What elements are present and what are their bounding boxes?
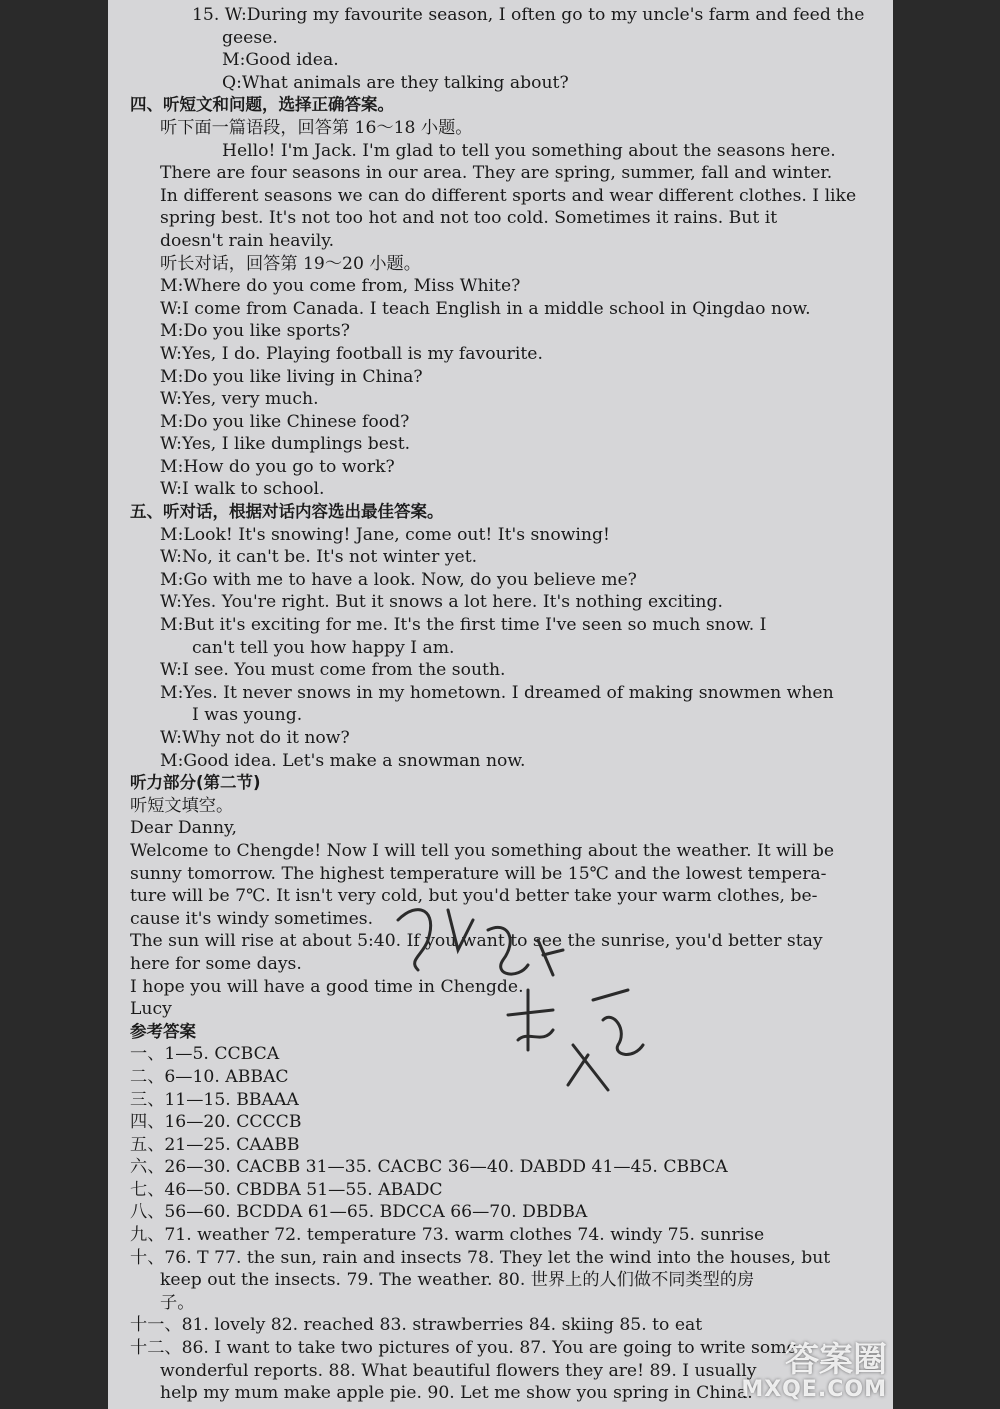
text-line: 五、21—25. CAABB	[130, 1134, 300, 1155]
text-line: M:Do you like living in China?	[160, 366, 423, 387]
watermark-logo	[741, 1340, 887, 1405]
text-line: ture will be 7℃. It isn't very cold, but you'd better take your warm clothes, be-	[130, 886, 818, 907]
text-line: I was young.	[192, 705, 303, 726]
text-line: In different seasons we can do different sports and wear different clothes. I like	[160, 185, 857, 206]
page-text	[130, 4, 873, 1405]
text-line: W:Yes. You're right. But it snows a lot here. It's nothing exciting.	[160, 592, 723, 613]
text-line: 十二、86. I want to take two pictures of you. 87. You are going to write some	[130, 1338, 797, 1359]
text-line: W:Why not do it now?	[160, 728, 350, 748]
text-line: 六、26—30. CACBB 31—35. CACBC 36—40. DABDD 41—45. CBBCA	[130, 1157, 728, 1178]
text-line: doesn't rain heavily.	[160, 230, 335, 251]
section-heading: 四、听短文和问题，选择正确答案。	[130, 95, 394, 115]
text-line: M:Look! It's snowing! Jane, come out! It's snowing!	[160, 524, 610, 545]
watermark-main: 答案圈	[785, 1340, 887, 1380]
text-line: W:I see. You must come from the south.	[160, 660, 506, 681]
text-line: sunny tomorrow. The highest temperature will be 15℃ and the lowest tempera-	[130, 863, 827, 884]
text-line: spring best. It's not too hot and not too cold. Sometimes it rains. But it	[160, 208, 778, 229]
text-line: 七、46—50. CBDBA 51—55. ABADC	[130, 1179, 443, 1200]
text-line: wonderful reports. 88. What beautiful flowers they are! 89. I usually	[160, 1360, 757, 1381]
text-line: There are four seasons in our area. They are spring, summer, fall and winter.	[160, 163, 833, 184]
text-line: 听短文填空。	[130, 795, 234, 816]
text-line: 一、1—5. CCBCA	[130, 1044, 280, 1065]
text-line: M:Do you like Chinese food?	[160, 411, 410, 432]
text-line: 九、71. weather 72. temperature 73. warm clothes 74. windy 75. sunrise	[130, 1225, 765, 1246]
text-line: W:Yes, I like dumplings best.	[160, 434, 411, 455]
text-line: Dear Danny,	[130, 818, 237, 839]
text-line: 15. W:During my favourite season, I often go to my uncle's farm and feed the	[192, 5, 865, 25]
text-line: M:Good idea. Let's make a snowman now.	[160, 750, 526, 771]
text-line: help my mum make apple pie. 90. Let me show you spring in China.	[160, 1383, 753, 1404]
scanned-page	[108, 0, 893, 1409]
text-line: 十、76. T 77. the sun, rain and insects 78. They let the wind into the houses, but	[130, 1247, 831, 1268]
text-line: 听长对话，回答第 19～20 小题。	[160, 253, 421, 274]
text-line: M:How do you go to work?	[160, 456, 395, 477]
text-line: cause it's windy sometimes.	[130, 908, 374, 929]
text-line: Hello! I'm Jack. I'm glad to tell you something about the seasons here.	[222, 140, 836, 161]
text-line: M:But it's exciting for me. It's the first time I've seen so much snow. I	[160, 615, 767, 636]
text-line: W:I walk to school.	[160, 479, 325, 500]
text-line: W:No, it can't be. It's not winter yet.	[160, 547, 478, 568]
section-heading: 参考答案	[130, 1021, 196, 1041]
section-heading: 听力部分(第二节)	[130, 773, 261, 793]
text-line: 三、11—15. BBAAA	[130, 1089, 299, 1110]
text-line: 子。	[160, 1292, 195, 1313]
text-line: 听下面一篇语段，回答第 16～18 小题。	[160, 117, 473, 138]
text-line: Q:What animals are they talking about?	[222, 72, 569, 93]
text-line: Lucy	[130, 999, 172, 1020]
text-line: M:Yes. It never snows in my hometown. I dreamed of making snowmen when	[160, 682, 834, 703]
text-line: 十一、81. lovely 82. reached 83. strawberries 84. skiing 85. to eat	[130, 1315, 703, 1336]
text-line: The sun will rise at about 5:40. If you want to see the sunrise, you'd better stay	[130, 931, 823, 952]
text-line: M:Good idea.	[222, 50, 339, 71]
text-line: M:Go with me to have a look. Now, do you believe me?	[160, 569, 637, 590]
text-line: W:Yes, very much.	[160, 389, 319, 410]
text-line: 二、6—10. ABBAC	[130, 1066, 289, 1087]
text-line: 八、56—60. BCDDA 61—65. BDCCA 66—70. DBDBA	[130, 1202, 588, 1223]
text-line: keep out the insects. 79. The weather. 80. 世界上的人们做不同类型的房	[160, 1270, 755, 1291]
text-line: 四、16—20. CCCCB	[130, 1112, 302, 1133]
text-line: I hope you will have a good time in Chengde.	[130, 976, 524, 997]
section-heading: 五、听对话，根据对话内容选出最佳答案。	[130, 502, 444, 522]
text-line: here for some days.	[130, 953, 302, 974]
text-line: W:Yes, I do. Playing football is my favourite.	[160, 343, 543, 364]
text-line: M:Where do you come from, Miss White?	[160, 276, 521, 297]
text-line: Welcome to Chengde! Now I will tell you something about the weather. It will be	[130, 840, 834, 861]
text-line: geese.	[222, 27, 278, 48]
text-line: M:Do you like sports?	[160, 321, 350, 342]
text-line: can't tell you how happy I am.	[192, 637, 455, 658]
watermark-site: MXQE.COM	[741, 1377, 887, 1402]
text-line: W:I come from Canada. I teach English in a middle school in Qingdao now.	[160, 298, 811, 319]
